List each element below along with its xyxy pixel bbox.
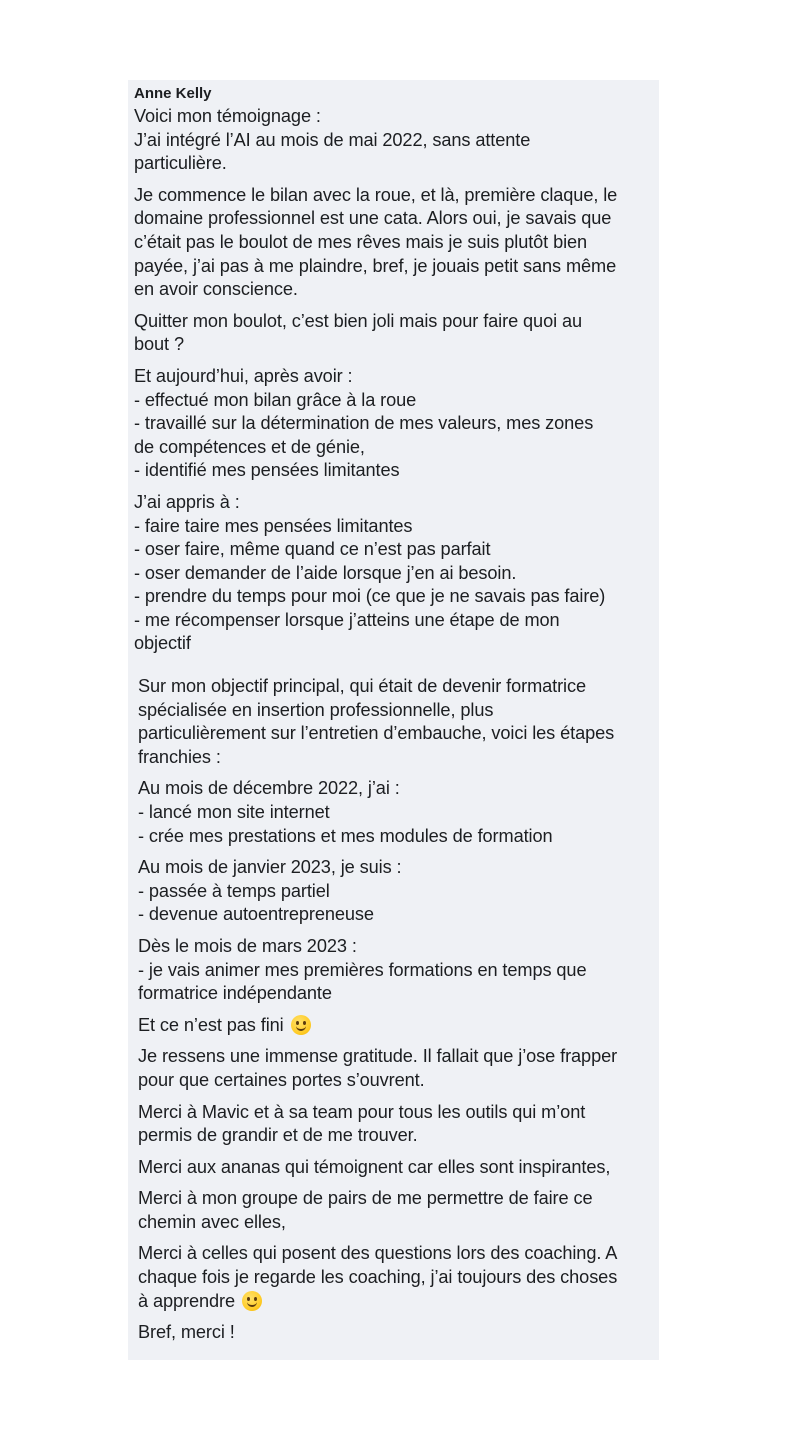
comment-paragraph (138, 1014, 659, 1038)
comment-paragraph (134, 184, 659, 302)
comment-line: - je vais animer mes premières formations en temps que (138, 959, 587, 980)
comment-line: - devenue autoentrepreneuse (138, 904, 374, 925)
comment-paragraph (138, 856, 659, 927)
comment-author[interactable]: Anne Kelly (134, 85, 212, 102)
comment-body-bottom (138, 675, 659, 1345)
comment-paragraph (138, 935, 659, 1006)
comment-paragraph (134, 491, 659, 656)
comment-line: Merci à mon groupe de pairs de me permettre de faire ce (138, 1188, 593, 1209)
comment-line: objectif (134, 633, 191, 654)
comment-line: - identifié mes pensées limitantes (134, 460, 400, 481)
comment-paragraph (138, 1101, 659, 1148)
comment-paragraph (138, 1156, 659, 1180)
comment-paragraph (138, 1187, 659, 1234)
comment-line: - crée mes prestations et mes modules de formation (138, 825, 553, 846)
comment-line: Merci aux ananas qui témoignent car elles sont inspirantes, (138, 1156, 611, 1177)
comment-line: Merci à celles qui posent des questions lors des coaching. A (138, 1243, 618, 1264)
comment-paragraph (138, 1045, 659, 1092)
comment-line: Quitter mon boulot, c’est bien joli mais pour faire quoi au (134, 310, 583, 331)
comment-line: à apprendre (138, 1290, 659, 1314)
comment-line: c’était pas le boulot de mes rêves mais je suis plutôt bien (134, 231, 588, 252)
comment-line: J’ai appris à : (134, 491, 240, 512)
comment-line: Sur mon objectif principal, qui était de devenir formatrice (138, 676, 586, 696)
comment-line: particulière. (134, 153, 227, 174)
comment-body-top (134, 105, 659, 656)
comment-line: Au mois de décembre 2022, j’ai : (138, 778, 400, 799)
comment-line: Et aujourd’hui, après avoir : (134, 365, 353, 386)
comment-line: - passée à temps partiel (138, 880, 330, 901)
comment-line: - prendre du temps pour moi (ce que je ne savais pas faire) (134, 586, 606, 607)
comment-line: Je ressens une immense gratitude. Il fallait que j’ose frapper (138, 1046, 618, 1067)
comment-line: J’ai intégré l’AI au mois de mai 2022, sans attente (134, 129, 531, 150)
comment-line: de compétences et de génie, (134, 436, 365, 457)
comment-line: - faire taire mes pensées limitantes (134, 515, 413, 536)
comment-line: Et ce n’est pas fini (138, 1014, 659, 1038)
comment-line: - lancé mon site internet (138, 801, 330, 822)
comment-line: Bref, merci ! (138, 1322, 235, 1343)
comment-line: formatrice indépendante (138, 983, 332, 1004)
comment-line: particulièrement sur l’entretien d’embauche, voici les étapes (138, 723, 615, 744)
comment-paragraph (138, 777, 659, 848)
comment-line: franchies : (138, 746, 221, 767)
comment-paragraph (138, 675, 659, 769)
comment-line: chemin avec elles, (138, 1211, 286, 1232)
comment-bubble-top (128, 80, 659, 670)
comment-line: pour que certaines portes s’ouvrent. (138, 1069, 425, 1090)
comment-line: - oser faire, même quand ce n’est pas parfait (134, 539, 491, 560)
comment-line: bout ? (134, 334, 184, 355)
comment-line: - me récompenser lorsque j’atteins une étape de mon (134, 609, 560, 630)
comment-line: Merci à Mavic et à sa team pour tous les outils qui m’ont (138, 1101, 586, 1122)
slightly-smiling-face-icon (242, 1291, 262, 1311)
comment-line: payée, j’ai pas à me plaindre, bref, je jouais petit sans même (134, 255, 617, 276)
comment-paragraph (134, 310, 659, 357)
comment-line: en avoir conscience. (134, 279, 298, 300)
comment-line: Je commence le bilan avec la roue, et là, première claque, le (134, 184, 618, 205)
slightly-smiling-face-icon (291, 1015, 311, 1035)
comment-line: - effectué mon bilan grâce à la roue (134, 389, 417, 410)
comment-line: Au mois de janvier 2023, je suis : (138, 857, 402, 878)
comment-paragraph (134, 105, 659, 176)
comment-line: permis de grandir et de me trouver. (138, 1125, 418, 1146)
comment-paragraph (138, 1321, 659, 1345)
comment-line: spécialisée en insertion professionnelle, plus (138, 699, 494, 720)
comment-line: domaine professionnel est une cata. Alors oui, je savais que (134, 208, 612, 229)
comment-bubble-bottom (128, 670, 659, 1360)
comment-line: Voici mon témoignage : (134, 106, 321, 126)
comment-paragraph (134, 365, 659, 483)
comment-line: - oser demander de l’aide lorsque j’en ai besoin. (134, 562, 517, 583)
comment-paragraph (138, 1242, 659, 1313)
comment-line: Dès le mois de mars 2023 : (138, 935, 357, 956)
comment-line: - travaillé sur la détermination de mes valeurs, mes zones (134, 413, 594, 434)
comment-line: chaque fois je regarde les coaching, j’ai toujours des choses (138, 1267, 618, 1288)
